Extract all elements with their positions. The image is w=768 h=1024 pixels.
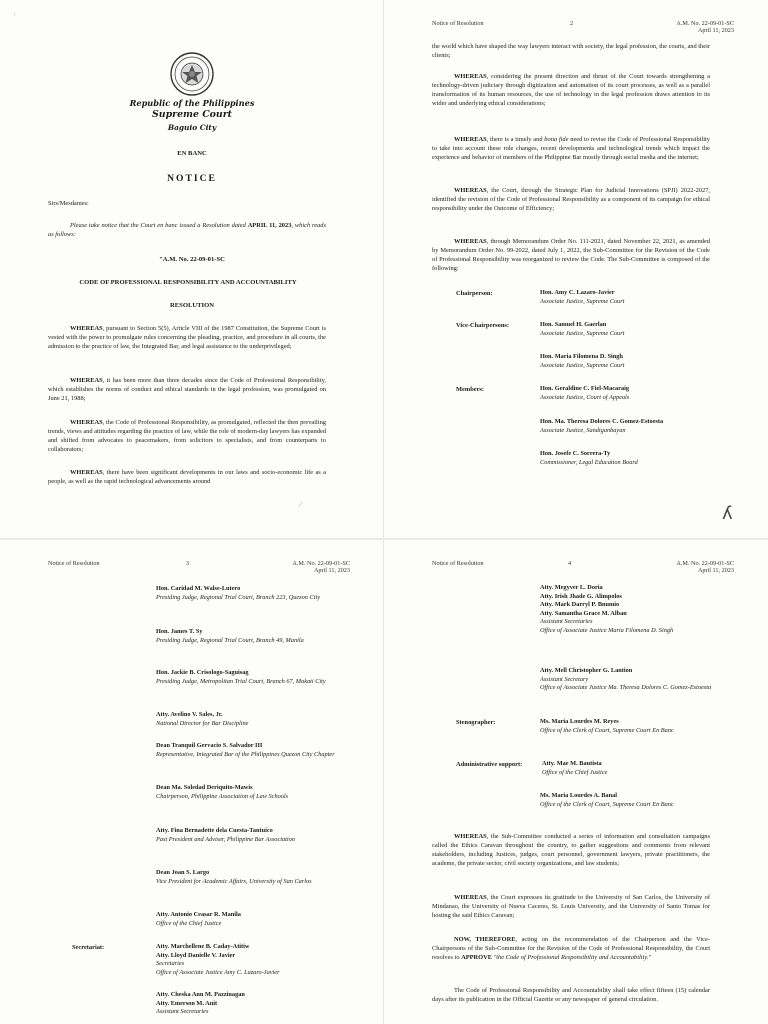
salutation: Sirs/Mesdames:	[48, 200, 89, 207]
member-title: Chairperson, Philippine Association of Law Schools	[156, 792, 289, 800]
case-number: A.M. No. 22-09-01-SC	[676, 560, 734, 567]
assistant-secretary-entry	[540, 667, 722, 693]
whereas-text-10: , the Court expresses its gratitude to the University of San Carlos, the University of Mindanao, the University of Nueva Caceres, St. Louis University, and the University of Santo Tomas for hosting the said Ethics Caravan;	[432, 894, 710, 920]
approve-word: APPROVE	[461, 954, 492, 962]
running-header-left: Notice of Resolution	[432, 560, 484, 567]
code-title: CODE OF PROFESSIONAL RESPONSIBILITY AND ACCOUNTABILITY	[79, 279, 297, 286]
member-entry	[156, 669, 336, 686]
admin-support-entry	[542, 760, 722, 777]
whereas-label: WHEREAS	[454, 238, 487, 245]
republic-heading: Republic of the Philippines	[129, 98, 255, 108]
page-divider-horizontal	[0, 538, 768, 540]
whereas-label: WHEREAS	[454, 894, 487, 901]
member-name: Atty. Lloyd Danielle V. Javier	[156, 951, 236, 959]
whereas-paragraph-10	[432, 893, 710, 920]
whereas-text-5: , considering the present direction and thrust of the Court towards strengthening a technology-driven judiciary through digitization and automation of its court processes, as well as a parallel transformation of its human resources, the use of technology in the legal profession draws attention to its wider and underlying ethical considerations;	[432, 73, 710, 108]
member-entry	[156, 911, 336, 928]
member-title: Office of the Chief Justice	[156, 919, 222, 927]
member-title: Presiding Judge, Regional Trial Court, Branch 49, Manila	[156, 636, 304, 644]
intro-text-a: Please take notice that the Court en banc issued a Resolution dated	[70, 222, 248, 229]
member-role: Assistant Secretary	[540, 675, 589, 683]
member-role: Assistant Secretaries	[156, 1008, 209, 1016]
case-number: A.M. No. 22-09-01-SC	[676, 20, 734, 27]
running-header-right	[676, 560, 734, 574]
city-heading: Baguio City	[167, 123, 217, 132]
member-name: Atty. Fina Bernadette dela Cuesta-Tantuico	[156, 827, 273, 834]
member-title: Associate Justice, Court of Appeals	[540, 393, 630, 401]
secretariat-entry	[156, 991, 336, 1017]
case-date: April 11, 2023	[313, 567, 350, 575]
member-name: Atty. Mark Darryl P. Bnumio	[540, 601, 620, 609]
initials-mark-icon: ʎ	[722, 503, 733, 524]
resolution-title: RESOLUTION	[170, 302, 214, 309]
member-name: Hon. Caridad M. Walse-Lutero	[156, 585, 241, 592]
scan-speck: ⁄	[300, 500, 302, 509]
member-office: Office of Associate Justice Maria Filomena D. Singh	[540, 626, 674, 634]
whereas-paragraph-7	[432, 186, 710, 213]
chairperson-label: Chairperson:	[456, 290, 493, 297]
running-header-right	[676, 20, 734, 34]
member-name: Dean Tranquil Gervacio S. Salvador III	[156, 742, 263, 749]
member-title: Representative, Integrated Bar of the Philippines Quezon City Chapter	[156, 750, 335, 758]
member-name: Atty. Megyver L. Doria	[540, 584, 603, 591]
supreme-court-seal-icon	[168, 50, 216, 98]
member-entry	[540, 385, 629, 402]
member-name: Hon. Josefe C. Sorrera-Ty	[540, 450, 611, 457]
member-name: Hon. Maria Filomena D. Singh	[540, 353, 623, 360]
vice-chairpersons-label: Vice-Chairpersons:	[456, 322, 510, 329]
vice-chair-entry	[540, 353, 624, 370]
vice-chair-entry	[540, 321, 624, 338]
member-name: Atty. Cheska Ann M. Pazziuagan	[156, 991, 245, 998]
member-entry	[156, 585, 336, 602]
member-name: Atty. Irish Jhade G. Alimpolos	[540, 592, 622, 600]
whereas-label: WHEREAS	[70, 377, 103, 384]
member-title: Office of the Clerk of Court, Supreme Court En Banc	[540, 726, 674, 734]
member-name: Atty. Avelino V. Sales, Jr.	[156, 711, 223, 718]
member-name: Ms. Maria Lourdes M. Reyes	[540, 718, 619, 725]
member-title: Presiding Judge, Regional Trial Court, Branch 223, Quezon City	[156, 593, 321, 601]
assistant-secretaries-entry	[540, 584, 722, 635]
whereas-text-4: , there have been significant developments in our laws and socio-economic life as a people, as well as the rapid technological advancements around	[48, 469, 326, 486]
notice-title: NOTICE	[167, 173, 217, 184]
member-entry	[156, 711, 336, 728]
whereas-label: WHEREAS	[70, 325, 103, 332]
whereas-paragraph-2	[48, 376, 326, 403]
member-title: Presiding Judge, Metropolitan Trial Court, Branch 67, Makati City	[156, 677, 326, 685]
now-therefore-text-a: , acting on the recommendation of the Chairperson and the Vice-Chairpersons of the Sub-Committee for the Revision of the Code of Professional Responsibility, the Court resolves to	[432, 936, 710, 962]
member-title: Office of the Chief Justice	[542, 768, 608, 776]
member-name: Hon. Geraldine C. Fiel-Macaraig	[540, 385, 630, 392]
whereas-paragraph-1	[48, 324, 326, 351]
page-number: 2	[570, 20, 574, 27]
stenographer-label: Stenographer:	[456, 719, 496, 726]
member-title: National Director for Bar Discipline	[156, 719, 249, 727]
page-number: 4	[568, 560, 572, 567]
whereas-label: WHEREAS	[70, 469, 103, 476]
whereas-paragraph-8	[432, 237, 710, 273]
whereas-paragraph-4	[48, 468, 326, 486]
whereas-text-1: , pursuant to Section 5(5), Article VIII of the 1987 Constitution, the Supreme Court is vested with the power to promulgate rules concerning the pleading, practice, and procedure in all courts, the admission to the practice of law, the Integrated Bar, and legal assistance to the underprivileged;	[48, 325, 326, 351]
now-therefore-paragraph	[432, 935, 710, 962]
whereas-text-6-italic: bona fide	[544, 136, 569, 143]
member-name: Atty. Samantha Grace M. Alban	[540, 609, 627, 617]
member-name: Atty. Emerson M. Anit	[156, 999, 218, 1007]
whereas-label: WHEREAS	[454, 187, 487, 194]
member-office: Office of Associate Justice Ma. Theresa Dolores C. Gomez-Estoesta	[540, 684, 712, 692]
running-header-left: Notice of Resolution	[48, 560, 100, 567]
whereas-text-3: , the Code of Professional Responsibility, as promulgated, reflected the then prevailing trends, views and attitudes regarding the practice of law, while the role of modern-day lawyers has expanded and shifted from advocates to peacemakers, from solicitors to specialists, and from counterparts to collaborators;	[48, 419, 326, 454]
chairperson-entry	[540, 289, 624, 306]
am-number: "A.M. No. 22-09-01-SC	[159, 256, 225, 263]
members-label: Members:	[456, 386, 485, 393]
secretariat-label: Secretariat:	[72, 944, 105, 951]
member-title: Associate Justice, Supreme Court	[540, 329, 625, 337]
case-date: April 11, 2023	[697, 567, 734, 575]
court-heading: Supreme Court	[152, 109, 232, 120]
effectivity-paragraph: The Code of Professional Responsibility and Accountability shall take effect fifteen (15) calendar days after its publication in the Official Gazette or any newspaper of general circulation.	[432, 987, 710, 1004]
member-name: Ms. Maria Lourdes A. Banal	[540, 792, 617, 799]
member-entry	[156, 742, 336, 759]
page-1	[0, 0, 384, 538]
member-entry	[156, 869, 336, 886]
whereas-text-2: , it has been more than three decades since the Code of Professional Responsibility, which establishes the norms of conduct and ethical standards in the legal profession, was promulgated on June 21, 1988;	[48, 377, 326, 403]
member-title: Past President and Adviser, Philippine Bar Association	[156, 835, 295, 843]
continuation-paragraph: the world which have shaped the way lawyers interact with society, the legal profession, the courts, and their clients;	[432, 43, 710, 60]
member-name: Dean Joan S. Largo	[156, 869, 210, 876]
whereas-label: WHEREAS	[454, 73, 487, 80]
member-name: Atty. Marchellene B. Caday-Atitiw	[156, 943, 250, 950]
whereas-text-6b: need to revise the Code of Professional Responsibility to take into account these role changes, recent developments and technological trends which impact the experience and behavior of members of the Philippine Bar mostly through social media and the internet;	[432, 136, 710, 162]
page-2	[384, 0, 768, 538]
stenographer-entry	[540, 718, 722, 735]
member-name: Hon. Ma. Theresa Dolores C. Gomez-Estoesta	[540, 418, 664, 425]
intro-date: APRIL 11, 2023	[247, 222, 292, 229]
member-name: Hon. Amy C. Lazaro-Javier	[540, 289, 615, 296]
member-name: Atty. Mae M. Bautista	[542, 760, 602, 767]
en-banc-label: EN BANC	[177, 150, 207, 157]
member-role: Secretaries	[156, 960, 185, 968]
member-title: Associate Justice, Supreme Court	[540, 361, 625, 369]
whereas-text-7: , the Court, through the Strategic Plan for Judicial Innovations (SPJI) 2022-2027, identified the revision of the Code of Professional Responsibility as a component of its campaign for ethical responsibility under the Outcome of Efficiency;	[432, 187, 710, 213]
member-office: Office of Associate Justice Amy C. Lazaro-Javier	[156, 968, 280, 976]
member-role: Assistant Secretaries	[540, 618, 593, 626]
whereas-paragraph-9	[432, 832, 710, 868]
member-name: Hon. Samuel H. Gaerlan	[540, 321, 607, 328]
now-therefore-label: NOW, THEREFORE	[454, 936, 516, 943]
administrative-support-label: Administrative support:	[456, 761, 523, 768]
member-name: Hon. Jackie B. Crisologo-Saguisag	[156, 669, 249, 676]
whereas-paragraph-5	[432, 72, 710, 108]
whereas-label: WHEREAS	[454, 833, 487, 840]
whereas-label: WHEREAS	[70, 419, 103, 426]
scan-speck: ʹ	[14, 12, 16, 21]
now-therefore-text-b: "the Code of Professional Responsibility and Accountability."	[492, 954, 652, 962]
page-divider-vertical	[383, 0, 384, 1024]
member-name: Atty. Antonio Ceasar R. Manila	[156, 911, 241, 918]
member-entry	[540, 418, 663, 435]
case-date: April 11, 2023	[697, 27, 734, 35]
member-title: Commissioner, Legal Education Board	[540, 458, 638, 466]
admin-support-entry	[540, 792, 722, 809]
member-title: Vice President for Academic Affairs, University of San Carlos	[156, 877, 312, 885]
running-header-right	[292, 560, 350, 574]
whereas-paragraph-6	[432, 135, 710, 162]
member-entry	[156, 628, 336, 645]
intro-text-b: , which reads as follows:	[48, 222, 326, 239]
whereas-text-8: , through Memorandum Order No. 111-2021, dated November 22, 2021, as amended by Memorandum Order No. 99-2022, dated July 1, 2022, the Sub-Committee for the Revision of the Code of Professional Responsibility was reorganized to review the Code. The Sub-Committee is composed of the following:	[432, 238, 710, 273]
page-number: 3	[186, 560, 190, 567]
page-3	[0, 540, 384, 1024]
whereas-text-6a: , there is a timely and	[486, 136, 545, 143]
member-name: Dean Ma. Soledad Deriquito-Mawis	[156, 784, 253, 791]
member-title: Associate Justice, Supreme Court	[540, 297, 625, 305]
member-title: Office of the Clerk of Court, Supreme Court En Banc	[540, 800, 674, 808]
member-name: Atty. Mell Christopher G. Lantion	[540, 667, 633, 674]
member-name: Hon. James T. Sy	[156, 628, 203, 635]
whereas-label: WHEREAS	[454, 136, 487, 143]
intro-paragraph	[48, 221, 326, 239]
whereas-text-9: , the Sub-Committee conducted a series of information and consultation campaigns called the Ethics Caravan throughout the country, to gather suggestions and comments from relevant stakeholders, including Justices, judges, court personnel, government lawyers, private practitioners, the academe, the private sector, civil society organizations, and law students;	[432, 833, 710, 868]
member-entry	[540, 450, 638, 467]
whereas-paragraph-3	[48, 418, 326, 454]
page-4	[384, 540, 768, 1024]
member-entry	[156, 784, 336, 801]
secretariat-entry	[156, 943, 336, 977]
member-entry	[156, 827, 336, 844]
case-number: A.M. No. 22-09-01-SC	[292, 560, 350, 567]
running-header-left: Notice of Resolution	[432, 20, 484, 27]
member-title: Associate Justice, Sandiganbayan	[540, 426, 626, 434]
